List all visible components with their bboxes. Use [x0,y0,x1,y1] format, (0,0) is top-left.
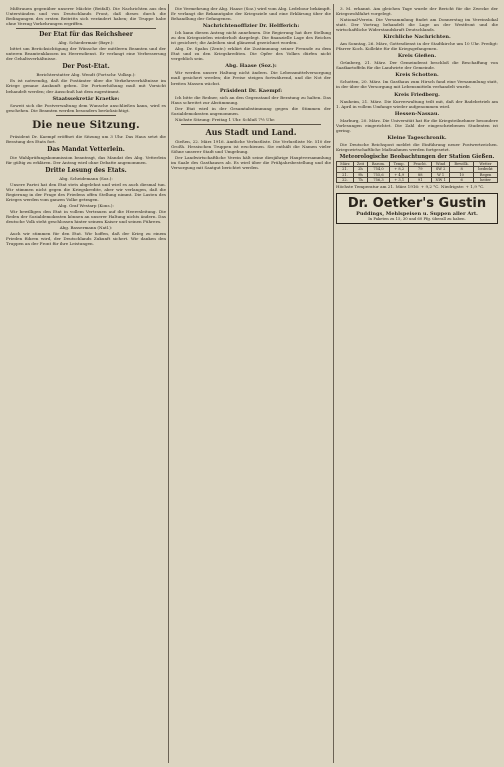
speaker: Staatssekretär Kraetke: [52,95,120,102]
article-text: Schotten, 20. März. Im Gasthaus zum Hirsch fand eine Versammlung statt, in der über die Versorgung mit Lebensmitteln verhandelt wurde. [336,79,498,90]
main-heading: Die neue Sitzung. [32,118,140,131]
table-cell: 8 [450,167,474,172]
table-cell: 6 [450,178,474,183]
speaker: Nachrichtenoffizier Dr. Helfferich: [202,23,300,30]
table-cell: 21. [337,172,354,177]
speaker: Abg. Schiedermair (Bayr.): [58,40,114,46]
column-2 [171,6,331,763]
ad-brand: Dr. Oetker's Gustin [347,195,487,211]
article-text: 3. M. erkannt. Am gleichen Tage wurde der Bericht für die Zwecke der Kriegswohlfahrt vorgelegt. [336,6,498,17]
table-header: Wetter [474,161,498,166]
section-heading: Das Mandat Vetterlein. [47,145,125,153]
article-text: Abg. Dr. Spahn (Zentr.) erklärt die Zustimmung seiner Freunde zu dem Etat und zu den Kriegskrediten. Die Opfer des Volkes dürfen nicht vergeblich sein. [171,46,331,62]
article-text: Marburg, 20. März. Die Universität hat für die Kriegsteilnehmer besondere Vorlesungen eingerichtet. Die Zahl der eingeschriebenen Studenten ist gering. [336,117,498,133]
table-header: Zeit [353,161,367,166]
table-cell: 755,6 [367,172,389,177]
table-cell: 756,3 [367,178,389,183]
article-text: Auch wir stimmen für den Etat. Wir hoffen, daß der Krieg zu einem Frieden führen wird, der Deutschlands Zukunft sichert. Wir danken den Truppen an der Front für ihre Leistungen. [6,231,166,247]
article-text: Ich bitte die Redner, sich an den Gegenstand der Beratung zu halten. Das Haus schreitet zur Abstimmung. [171,94,331,105]
article-text: Gießen, 22. März 1916. Amtliche Verlustliste. Die Verlustliste Nr. 510 der Großh. Hessischen Truppen ist erschienen. Sie enthält die Namen vieler Söhne unserer Stadt und Umgebung. [171,138,331,154]
article-text: Nauheim, 21. März. Die Kurverwaltung teilt mit, daß der Badebetrieb am 1. April in vollem Umfange wieder aufgenommen wird. [336,98,498,109]
table-cell: + 8,2 [390,167,409,172]
section-heading: Kreis Friedberg. [394,91,440,98]
table-cell: + 3,1 [390,178,409,183]
table-cell: W 1 [432,172,450,177]
table-cell: 88 [409,172,432,177]
section-heading: Dritte Lesung des Etats. [45,166,127,174]
ad-tagline: Puddings, Mehlspeisen u. Suppen aller Art. [356,210,478,217]
table-cell: 7h [353,178,367,183]
advertisement [336,193,498,225]
article-text: Nächste Sitzung: Freitag 1 Uhr. Schluß 7½ Uhr. [175,116,276,122]
article-text: Die Vermehrung der Abg. Haase (Soz.) wird vom Abg. Ledebour bekämpft. Er verlangt die Bekanntgabe der Kriegsziele und eine Erklärung über die Behandlung der Gefangenen. [171,6,331,22]
table-cell: bedeckt [474,167,498,172]
article-text: Grünberg, 21. März. Der Gemeinderat beschloß die Beschaffung von Saatkartoffeln für die Landwirte der Gemeinde. [336,60,498,71]
column-1 [6,6,166,763]
table-cell: Regen [474,172,498,177]
article-text: Die Wahlprüfungskommission beantragt, das Mandat des Abg. Vetterlein für gültig zu erklären. Der Antrag wird ohne Debatte angenommen. [6,154,166,165]
article-text: Wir bewilligen den Etat in vollem Vertrauen auf die Heeresleitung. Die Reden der Sozialdemokraten können an unserer Haltung nichts ändern. Das deutsche Volk steht geschlossen hinter seinem Kaiser und seinen Führern. [6,209,166,225]
table-header: Barom. [367,161,389,166]
section-heading: Kirchliche Nachrichten. [383,34,451,41]
table-header: Temp. [390,161,409,166]
column-3 [336,6,498,763]
table-cell: 91 [409,178,432,183]
speaker: Abg. Scheidemann (Soz.): [59,175,113,181]
table-cell: 2h [353,167,367,172]
weather-table [336,161,498,184]
speaker: Präsident Dr. Kaempf: [219,87,283,94]
article-text: Präsident Dr. Kaempf eröffnet die Sitzung um 3 Uhr. Das Haus setzt die Beratung des Etats fort. [6,133,166,144]
section-heading: Hessen-Nassau. [394,110,440,117]
table-cell: 10 [450,172,474,177]
section-heading: Der Post-Etat. [62,63,110,71]
table-cell: NW 1 [432,178,450,183]
table-header: Wind [432,161,450,166]
table-row [337,178,498,183]
article-text: Soweit sich die Postverwaltung dem Wunsche anschließen kann, wird es geschehen. Die Beamten werden besonders berücksichtigt. [6,102,166,113]
table-cell: SW 2 [432,167,450,172]
separator [181,124,321,125]
speaker: Abg. Bassermann (Natl.): [59,225,113,231]
section-heading: Kreis Schotten. [395,72,439,79]
speaker: Abg. Haase (Soz.): [225,63,277,70]
table-header: Feucht. [409,161,432,166]
weather-note: Höchste Temperatur am 21. März 1916: + 9,2 °C. Niedrigste: + 1,9 °C. [336,184,485,190]
separator [56,115,116,116]
article-text: Der Etat wird in der Gesamtabstimmung gegen die Stimmen der Sozialdemokraten angenommen. [171,105,331,116]
ad-note: In Paketen zu 15, 30 und 60 Pfg. überall zu haben. [368,215,466,221]
table-cell: 9h [353,172,367,177]
section-heading: Der Etat für das Reichsheer [39,31,133,39]
section-heading: Kleine Tageschronik. [387,134,447,141]
table-header: März [337,161,354,166]
table-cell: + 4,9 [390,172,409,177]
section-heading: Aus Stadt und Land. [205,126,297,137]
separator [16,28,156,29]
speaker: Abg. Graf Westarp (Kons.): [58,203,114,209]
table-cell: 21. [337,167,354,172]
article-text: Ich kann diesen Antrag nicht annehmen. Die Regierung hat ihre Stellung zu den Kriegszielen wiederholt dargelegt. Die finanzielle Lage des Reiches ist gesichert; die Anleihen sind glänzend gezeichnet worden. [171,30,331,46]
section-heading: Kreis Gießen. [397,53,437,60]
article-text: Unsere Partei hat den Etat stets abgelehnt und wird es auch diesmal tun. Wir stimmen nicht gegen die Kriegskredite, aber wir verlangen, daß die Regierung in der Frage des Friedens offen Stellung nimmt. Die Lasten des Krieges werden vom ganzen Volke getragen. [6,181,166,203]
column-rule [333,4,334,763]
article-text: bittet um Berücksichtigung der Wünsche der mittleren Beamten und der unteren Beamtenklassen im Heeresdienst. Er verlangt eine Verbesserung der Gehaltsverhältnisse. [6,46,166,62]
article-text: Es ist notwendig, daß die Postämter über die Verkehrsverhältnisse im Kriege genaue Auskunft geben. Die Portoerhöhung muß mit Vorsicht behandelt werden; der Ausschuß hat dem zugestimmt. [6,78,166,94]
article-text: Mißtrauen gegenüber unserer Mächte (Beifall). Die Nachrichten aus den Unterständen und von Deutschlands Front, daß dieses durch die Bedingungen des ersten Beitritts sich verändert haben; die Truppe habe ohne Verzug Vorkehrungen ergriffen. [6,6,166,27]
article-text: Die Deutsche Reichspost meldet die Einführung neuer Postwertzeichen. Kriegswirtschaftliche Maßnahmen werden fortgesetzt. [336,141,498,152]
article-text: National-Verein. Die Versammlung findet am Donnerstag im Vereinslokal statt. Der Vortrag behandelt die Lage an der Westfront und die wirtschaftliche Widerstandskraft Deutschlands. [336,17,498,33]
article-text: Wir werden unsere Haltung nicht ändern. Die Lebensmittelversorgung muß gesichert werden; die Preise steigen fortwährend, und die Not der breiten Massen wächst. [171,70,331,86]
column-rule [168,4,169,763]
table-cell: 22. [337,178,354,183]
article-text: Der Landwirtschaftliche Verein hält seine diesjährige Hauptversammlung im Saale des Gasthauses ab. Es wird über die Frühjahrsbestellung und die Versorgung mit Saatgut berichtet werden. [171,154,331,171]
weather-table-title: Meteorologische Beobachtungen der Station Gießen. [339,153,495,160]
table-cell: heiter [474,178,498,183]
article-text: Am Sonntag, 26. März, Gottesdienst in der Stadtkirche um 10 Uhr. Predigt: Pfarrer Koch. Kollekte für die Kriegsgefangenen. [336,41,498,52]
table-cell: 79 [409,167,432,172]
speaker: Berichterstatter Abg. Wendt (Fortschr. Volksp.): [36,72,136,78]
table-cell: 754,0 [367,167,389,172]
table-header: Bewölk. [450,161,474,166]
